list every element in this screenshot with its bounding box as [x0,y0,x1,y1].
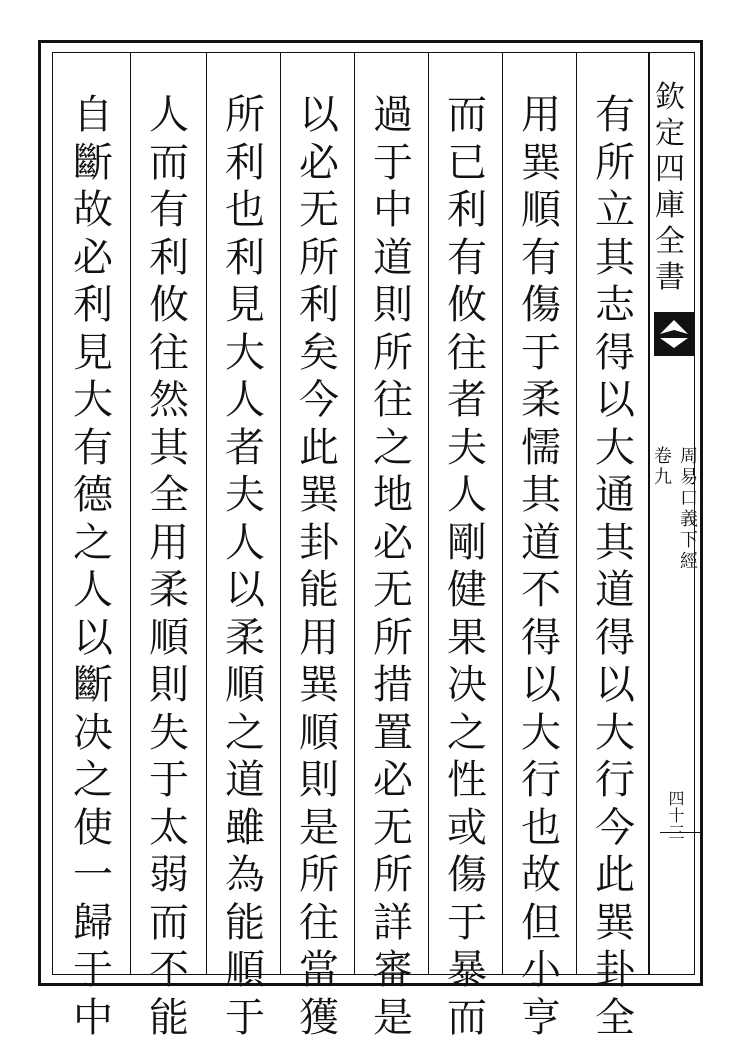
column-character: 立 [593,187,637,235]
column-character: 健 [445,567,489,615]
column-character: 傷 [519,282,563,330]
column-character: 使 [71,805,115,853]
column-character: 是 [371,995,415,1042]
column-character: 往 [297,900,341,948]
column-character: 順 [147,615,191,663]
column-character: 得 [593,615,637,663]
column-character: 故 [519,852,563,900]
column-character: 矣 [297,330,341,378]
column-character: 失 [147,710,191,758]
column-character: 而 [445,92,489,140]
text-column-3 [432,92,502,972]
column-divider [354,52,355,975]
column-character: 斷 [71,140,115,188]
column-character: 其 [147,425,191,473]
column-character: 之 [71,757,115,805]
column-character: 順 [519,187,563,235]
column-character: 于 [71,947,115,995]
column-character: 志 [593,282,637,330]
column-character: 中 [71,995,115,1042]
column-character: 大 [593,710,637,758]
column-character: 自 [71,92,115,140]
column-character: 有 [519,235,563,283]
column-character: 于 [371,140,415,188]
series-title-banner [650,80,690,296]
column-character: 于 [445,900,489,948]
column-character: 用 [519,92,563,140]
banner-character: 定 [655,116,685,152]
column-character: 其 [593,235,637,283]
column-character: 順 [297,710,341,758]
column-character: 人 [223,520,267,568]
column-character: 大 [223,330,267,378]
column-character: 于 [147,757,191,805]
text-column-4 [358,92,428,972]
column-character: 行 [519,757,563,805]
column-character: 卦 [297,520,341,568]
column-character: 也 [519,805,563,853]
column-character: 夫 [445,425,489,473]
banner-character: 全 [655,224,685,260]
column-character: 順 [223,947,267,995]
column-character: 當 [297,947,341,995]
column-character: 道 [593,567,637,615]
text-column-1 [580,92,650,972]
column-character: 柔 [519,377,563,425]
column-character: 今 [297,377,341,425]
column-character: 于 [223,995,267,1042]
column-character: 利 [297,282,341,330]
column-character: 无 [297,187,341,235]
column-character: 利 [147,235,191,283]
column-character: 地 [371,472,415,520]
column-character: 用 [147,520,191,568]
column-character: 道 [519,520,563,568]
column-character: 然 [147,377,191,425]
column-character: 中 [371,187,415,235]
column-character: 則 [297,757,341,805]
title-character: 周 [680,446,698,467]
page-number: 四十三 [664,790,687,841]
column-character: 弱 [147,852,191,900]
column-character: 往 [371,377,415,425]
column-character: 有 [593,92,637,140]
column-character: 全 [593,995,637,1042]
column-character: 柔 [147,567,191,615]
column-character: 攸 [147,282,191,330]
column-character: 卦 [593,947,637,995]
column-character: 暴 [445,947,489,995]
column-character: 决 [445,662,489,710]
column-character: 此 [593,852,637,900]
column-character: 則 [147,662,191,710]
volume-label [654,446,672,488]
column-character: 以 [297,92,341,140]
column-character: 巽 [593,900,637,948]
column-character: 必 [371,520,415,568]
column-character: 能 [297,567,341,615]
column-character: 果 [445,615,489,663]
column-character: 全 [147,472,191,520]
column-character: 傷 [445,852,489,900]
column-character: 大 [593,425,637,473]
column-character: 大 [71,377,115,425]
column-character: 所 [371,330,415,378]
column-character: 以 [593,662,637,710]
column-character: 獲 [297,995,341,1042]
column-character: 懦 [519,425,563,473]
column-character: 巽 [297,472,341,520]
column-character: 能 [223,900,267,948]
column-character: 利 [445,187,489,235]
text-column-7 [134,92,204,972]
column-character: 所 [371,615,415,663]
book-title [680,446,698,572]
column-divider [280,52,281,975]
column-character: 以 [593,377,637,425]
column-character: 道 [223,757,267,805]
page-number-rule [660,832,700,833]
column-character: 以 [71,615,115,663]
column-character: 无 [371,805,415,853]
title-character: 口 [680,488,698,509]
column-character: 之 [71,520,115,568]
column-character: 有 [147,187,191,235]
column-character: 見 [223,282,267,330]
column-character: 所 [371,852,415,900]
column-character: 道 [371,235,415,283]
column-character: 剛 [445,520,489,568]
column-character: 往 [445,330,489,378]
column-character: 行 [593,757,637,805]
column-character: 而 [445,995,489,1042]
column-character: 是 [297,805,341,853]
banner-character: 書 [655,260,685,296]
column-character: 往 [147,330,191,378]
column-divider [206,52,207,975]
column-character: 所 [297,852,341,900]
column-character: 有 [445,235,489,283]
column-character: 斷 [71,662,115,710]
column-character: 之 [371,425,415,473]
column-character: 柔 [223,615,267,663]
title-character: 易 [680,467,698,488]
column-character: 无 [371,567,415,615]
column-character: 不 [147,947,191,995]
column-character: 夫 [223,472,267,520]
column-character: 審 [371,947,415,995]
column-character: 利 [71,282,115,330]
column-character: 必 [71,235,115,283]
column-divider [576,52,577,975]
banner-character: 欽 [655,80,685,116]
column-character: 其 [519,472,563,520]
column-character: 小 [519,947,563,995]
column-character: 巽 [297,662,341,710]
column-divider [428,52,429,975]
column-character: 德 [71,472,115,520]
column-character: 决 [71,710,115,758]
column-character: 人 [147,92,191,140]
column-character: 通 [593,472,637,520]
fish-tail-mark-icon [654,312,694,356]
text-column-2 [506,92,576,972]
column-character: 歸 [71,900,115,948]
column-character: 于 [519,330,563,378]
column-character: 能 [147,995,191,1042]
column-character: 此 [297,425,341,473]
column-character: 見 [71,330,115,378]
column-character: 人 [71,567,115,615]
banner-character: 四 [655,152,685,188]
column-character: 利 [223,140,267,188]
column-character: 而 [147,900,191,948]
column-character: 置 [371,710,415,758]
column-character: 則 [371,282,415,330]
column-character: 雖 [223,805,267,853]
column-character: 所 [593,140,637,188]
text-column-8 [58,92,128,972]
column-character: 已 [445,140,489,188]
text-column-6 [210,92,280,972]
column-character: 之 [223,710,267,758]
column-divider [502,52,503,975]
column-character: 所 [223,92,267,140]
title-character: 下 [680,530,698,551]
column-character: 或 [445,805,489,853]
column-character: 大 [519,710,563,758]
column-character: 巽 [519,140,563,188]
column-character: 詳 [371,900,415,948]
text-column-5 [284,92,354,972]
column-character: 人 [223,377,267,425]
column-character: 亨 [519,995,563,1042]
column-character: 用 [297,615,341,663]
column-character: 不 [519,567,563,615]
column-character: 之 [445,710,489,758]
column-character: 太 [147,805,191,853]
column-character: 以 [223,567,267,615]
column-character: 故 [71,187,115,235]
volume-character: 卷 [654,446,672,467]
column-character: 攸 [445,282,489,330]
column-character: 有 [71,425,115,473]
column-character: 今 [593,805,637,853]
column-character: 者 [445,377,489,425]
volume-character: 九 [654,467,672,488]
banner-character: 庫 [655,188,685,224]
column-character: 利 [223,235,267,283]
column-character: 性 [445,757,489,805]
column-character: 得 [519,615,563,663]
column-character: 以 [519,662,563,710]
column-character: 也 [223,187,267,235]
title-character: 義 [680,509,698,530]
column-character: 順 [223,662,267,710]
column-character: 過 [371,92,415,140]
column-character: 措 [371,662,415,710]
column-character: 而 [147,140,191,188]
column-character: 一 [71,852,115,900]
column-character: 所 [297,235,341,283]
column-divider [130,52,131,975]
column-character: 者 [223,425,267,473]
column-character: 必 [297,140,341,188]
column-character: 為 [223,852,267,900]
column-character: 但 [519,900,563,948]
title-character: 經 [680,551,698,572]
column-character: 人 [445,472,489,520]
column-character: 得 [593,330,637,378]
column-character: 其 [593,520,637,568]
column-character: 必 [371,757,415,805]
